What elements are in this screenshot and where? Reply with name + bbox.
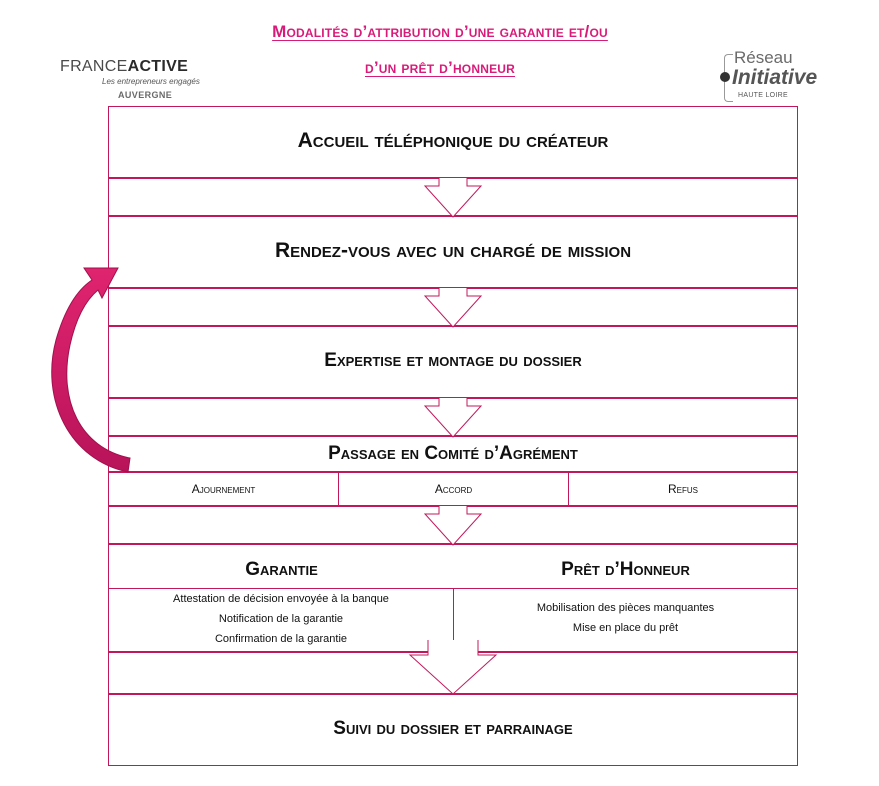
step-comite-label: Passage en Comité d’Agrément	[328, 443, 578, 464]
step-suivi	[108, 694, 798, 766]
logo-dot-icon	[720, 72, 730, 82]
connector-band-3	[108, 398, 798, 436]
connector-band-2	[108, 288, 798, 326]
france-active-region: AUVERGNE	[118, 90, 173, 100]
connector-band-4	[108, 506, 798, 544]
decision-accord: Accord	[434, 482, 473, 496]
reseau-initiative-region: HAUTE LOIRE	[738, 92, 788, 99]
initiative-word: Initiative	[732, 66, 818, 89]
decision-refus: Refus	[667, 482, 698, 496]
garantie-item: Confirmation de la garantie	[214, 633, 348, 645]
decision-ajournement: Ajournement	[191, 482, 256, 496]
step-financement	[108, 544, 798, 652]
france-active-tagline: Les entrepreneurs engagés	[102, 77, 200, 86]
step-rendez-vous-label: Rendez-vous avec un chargé de mission	[274, 239, 632, 262]
pret-item: Mobilisation des pièces manquantes	[536, 602, 715, 614]
garantie-item: Notification de la garantie	[218, 613, 344, 625]
connector-band-1	[108, 178, 798, 216]
garantie-item: Attestation de décision envoyée à la banque	[173, 593, 389, 605]
diagram-title-line2: d’un prêt d’honneur	[364, 58, 516, 77]
decision-row	[108, 472, 798, 506]
reseau-word: Réseau	[734, 48, 793, 67]
step-rendez-vous	[108, 216, 798, 288]
garantie-heading: Garantie	[245, 559, 318, 580]
pret-honneur-heading: Prêt d’Honneur	[561, 559, 690, 580]
step-suivi-label: Suivi du dossier et parrainage	[333, 718, 573, 739]
france-active-logo	[60, 58, 200, 100]
pret-item: Mise en place du prêt	[572, 622, 679, 634]
financement-col-divider	[453, 588, 454, 651]
step-accueil	[108, 106, 798, 178]
diagram-title-line1: Modalités d’attribution d’une garantie et/ou	[272, 22, 608, 41]
france-active-name: FRANCEACTIVE	[60, 58, 189, 75]
step-expertise	[108, 326, 798, 398]
step-comite	[108, 436, 798, 472]
connector-band-5	[108, 652, 798, 694]
reseau-initiative-logo	[720, 48, 840, 104]
step-accueil-label: Accueil téléphonique du créateur	[297, 129, 609, 152]
step-expertise-label: Expertise et montage du dossier	[324, 350, 582, 371]
